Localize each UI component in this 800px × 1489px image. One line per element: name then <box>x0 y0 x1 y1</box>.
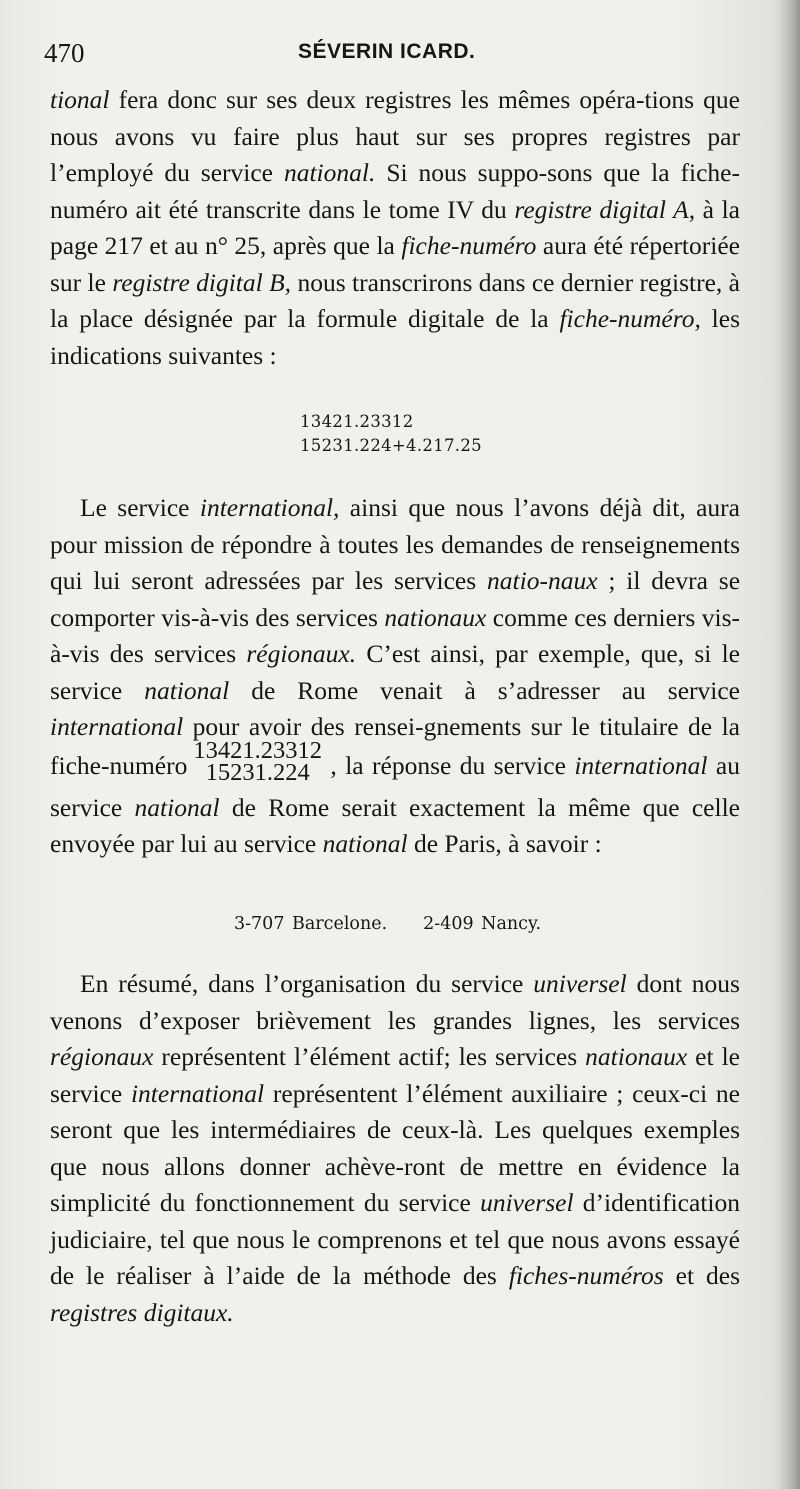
p2-text-7: pour avoir des rensei-gnements sur le titulaire de la fiche-numéro <box>50 712 740 780</box>
p1-italic-registre-b: registre digital B, <box>112 267 292 297</box>
page-header <box>44 34 744 74</box>
p1-italic-fiche-numero: fiche-numéro <box>401 231 537 260</box>
p3-italic-fiches-numeros: fiches-numéros <box>508 1261 664 1290</box>
paragraph-2 <box>50 490 740 863</box>
p3-text-7: et des <box>663 1261 740 1290</box>
p1-text-5: nous transcrirons dans ce dernier registre, à la place désignée par la formule digitale de la <box>50 267 740 333</box>
p2-text-10: de Rome serait exactement la même que celle envoyée par lui au service <box>50 792 740 858</box>
p1-italic-fiche-numero-2: fiche-numéro, <box>559 304 701 333</box>
p2-italic-national-2: national <box>134 792 220 822</box>
p3-text-6: d’identification judiciaire, tel que nous le comprenons et tel que nous avons essayé de le réaliser à l’aide de la méthode des <box>50 1188 740 1290</box>
p2-italic-international-2: international <box>50 712 184 741</box>
p3-italic-universel: universel <box>533 969 627 998</box>
paragraph-3 <box>50 966 740 1331</box>
page-spine-shadow <box>778 0 800 1489</box>
p1-text-1: fera donc sur ses deux registres les mêmes opéra-tions que nous avons vu faire plus haut sur ses propres registres par l’employé du service <box>50 85 740 187</box>
p2-text-5: C’est ainsi, par exemple, que, si le service <box>50 639 740 705</box>
p2-italic-international-3: international <box>574 750 708 780</box>
formula-line-2: 15231.224+4.217.25 <box>300 436 482 455</box>
p2-italic-nationaux-2: nationaux <box>384 602 487 632</box>
formula-line-1: 13421.23312 <box>300 412 414 431</box>
page-number: 470 <box>44 38 85 68</box>
p2-text-6: de Rome venait à s’adresser au service <box>229 675 740 705</box>
p1-text-4: aura été répertoriée sur le <box>50 231 740 297</box>
p2-italic-international: international, <box>199 493 340 522</box>
p2-text-4: comme ces derniers vis-à-vis des services <box>50 602 741 668</box>
place-barcelone: 3-707 Barcelone. <box>234 914 388 934</box>
p3-italic-registres-digitaux: registres digitaux. <box>50 1297 234 1327</box>
p2-italic-nationaux: natio-naux <box>487 566 598 595</box>
p3-italic-international: international <box>130 1078 265 1108</box>
p3-text-5: représentent l’élément auxiliaire ; ceux-ci ne seront que les intermédiaires de ceux-là. Les quelques exemples que nous allons donner achève-ront de mettre en évidence la simplicité du fonctionnement du service <box>50 1078 740 1217</box>
p3-italic-nationaux: nationaux <box>585 1042 688 1071</box>
p1-text-3: à la page 217 et au n° 25, après que la <box>50 194 740 260</box>
place-nancy: 2-409 Nancy. <box>423 914 542 934</box>
p2-italic-regionaux: régionaux. <box>246 639 357 668</box>
p1-text-6: les indications suivantes : <box>50 304 740 370</box>
fraction-denominator: 15231.224 <box>205 758 310 786</box>
p2-text-1: Le service <box>80 493 200 522</box>
p3-text-4: et le service <box>50 1042 740 1108</box>
p2-italic-national: national <box>144 675 230 705</box>
p1-text-2: Si nous suppo-sons que la fiche-numéro ait été transcrite dans le tome IV du <box>50 158 740 224</box>
p1-italic-national: national. <box>283 158 376 187</box>
fiche-numero-fraction <box>193 736 322 786</box>
p3-text-1: En résumé, dans l’organisation du service <box>80 969 534 998</box>
paragraph-1 <box>50 82 740 374</box>
p1-italic-registre-a: registre digital A, <box>514 194 696 224</box>
p3-italic-universel-2: universel <box>480 1188 574 1217</box>
fraction-numerator: 13421.23312 <box>193 736 322 764</box>
p2-text-8: , la réponse du service <box>321 750 575 780</box>
places-line <box>234 914 541 934</box>
p3-italic-regionaux: régionaux <box>50 1042 154 1071</box>
p2-text-9: au service <box>50 750 740 822</box>
formula-block <box>300 410 482 458</box>
p2-text-3: ; il devra se comporter vis-à-vis des services <box>50 566 741 632</box>
running-head: SÉVERIN ICARD. <box>298 40 476 63</box>
p1-italic-tional: tional <box>50 85 110 114</box>
p2-text-11: de Paris, à savoir : <box>407 829 602 858</box>
p3-text-3: représentent l’élément actif; les services <box>153 1042 586 1071</box>
p2-italic-national-3: national <box>322 829 408 858</box>
p2-text-2: ainsi que nous l’avons déjà dit, aura pour mission de répondre à toutes les demandes de renseignements qui lui seront adressées par les services <box>50 493 740 595</box>
p3-text-2: dont nous venons d’exposer brièvement les grandes lignes, les services <box>50 969 740 1035</box>
